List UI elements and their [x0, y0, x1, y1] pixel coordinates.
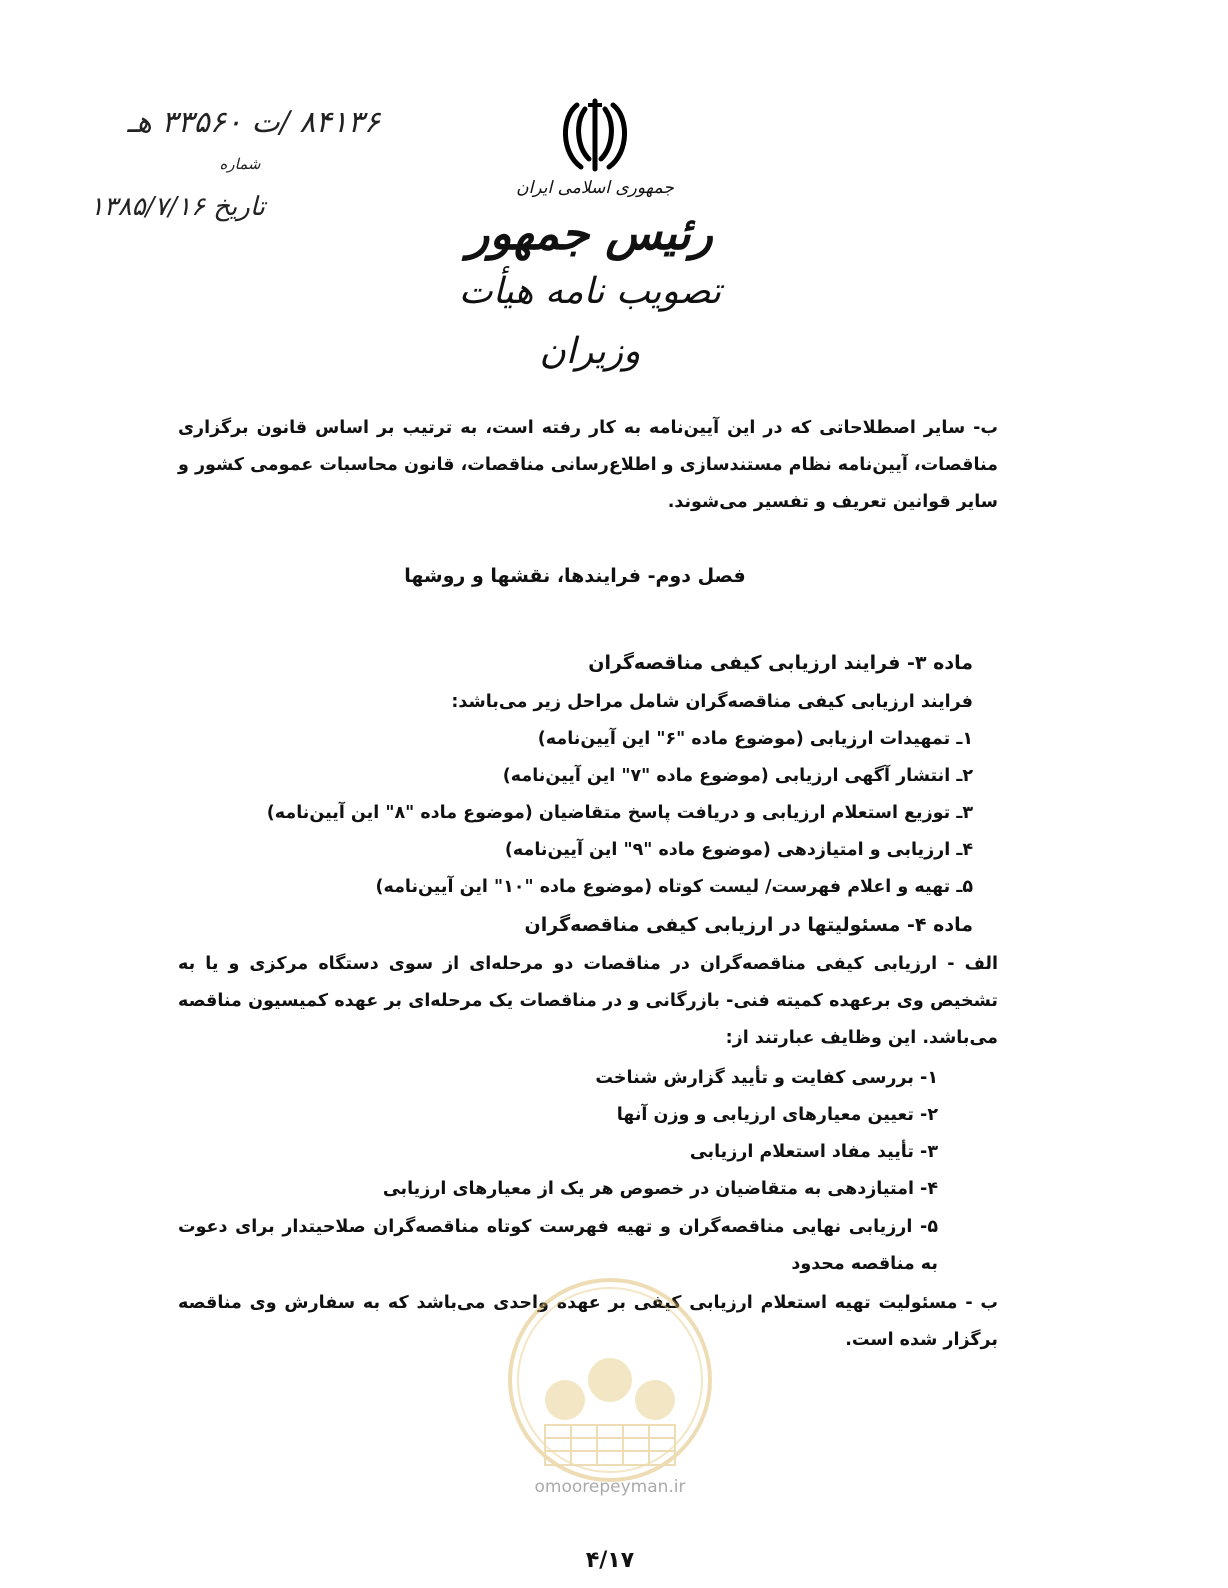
- office-title: رئیس جمهور: [467, 206, 713, 260]
- republic-label: جمهوری اسلامی ایران: [516, 178, 674, 198]
- article-4-item-5: ۵- ارزیابی نهایی مناقصه‌گران و تهیه فهرست کوتاه مناقصه‌گران صلاحیتدار برای دعوت به مناقصه محدود: [178, 1217, 938, 1274]
- iran-emblem-icon: [555, 95, 635, 175]
- watermark-logo-icon: [505, 1275, 715, 1485]
- article-4-item: ۴- امتیازدهی به متقاضیان در خصوص هر یک از معیارهای ارزیابی: [382, 1179, 938, 1199]
- article-4-paragraph-be: ب - مسئولیت تهیه استعلام ارزیابی کیفی بر عهده واحدی می‌باشد که به سفارش وی مناقصه برگزار شده است.: [178, 1293, 998, 1350]
- letter-number: ۸۴۱۳۶ /ت ۳۳۵۶۰ هـ: [127, 105, 380, 140]
- letter-date: تاریخ ۱۳۸۵/۷/۱۶: [89, 192, 265, 222]
- approval-title: تصویب نامه هیأت وزیران: [458, 271, 722, 372]
- article-3-item: ۲ـ انتشار آگهی ارزیابی (موضوع ماده "۷" این آیین‌نامه): [502, 766, 973, 786]
- article-4-item: ۳- تأیید مفاد استعلام ارزیابی: [689, 1142, 938, 1162]
- article-3-item: ۱ـ تمهیدات ارزیابی (موضوع ماده "۶" این آیین‌نامه): [537, 729, 973, 749]
- article-4-title: ماده ۴- مسئولیتها در ارزیابی کیفی مناقصه‌گران: [524, 914, 973, 936]
- article-4-item: ۲- تعیین معیارهای ارزیابی و وزن آنها: [616, 1105, 938, 1125]
- section-title: فصل دوم- فرایندها، نقشها و روشها: [404, 565, 746, 587]
- article-4-paragraph-alef: الف - ارزیابی کیفی مناقصه‌گران در مناقصات دو مرحله‌ای از سوی دستگاه مرکزی و یا به تشخیص وی برعهده کمیته فنی- بازرگانی و در مناقصات یک مرحله‌ای بر عهده کمیسیون مناقصه می‌باشد. این وظایف عبارتند از:: [178, 954, 998, 1048]
- article-3-item: ۴ـ ارزیابی و امتیازدهی (موضوع ماده "۹" این آیین‌نامه): [504, 840, 973, 860]
- article-3-item: ۵ـ تهیه و اعلام فهرست/ لیست کوتاه (موضوع ماده "۱۰" این آیین‌نامه): [375, 877, 973, 897]
- watermark-url: omoorepeyman.ir: [534, 1477, 686, 1497]
- letter-number-label: شماره: [219, 155, 261, 173]
- article-3-intro: فرایند ارزیابی کیفی مناقصه‌گران شامل مراحل زیر می‌باشد:: [451, 692, 973, 712]
- page-number: ۴/۱۷: [585, 1548, 635, 1573]
- article-3-item: ۳ـ توزیع استعلام ارزیابی و دریافت پاسخ متقاضیان (موضوع ماده "۸" این آیین‌نامه): [266, 803, 973, 823]
- article-4-item: ۱- بررسی کفایت و تأیید گزارش شناخت: [595, 1068, 938, 1088]
- article-3-title: ماده ۳- فرایند ارزیابی کیفی مناقصه‌گران: [588, 652, 973, 674]
- paragraph-b: ب- سایر اصطلاحاتی که در این آیین‌نامه به کار رفته است، به ترتیب بر اساس قانون برگزاری مناقصات، آیین‌نامه نظام مستندسازی و اطلاع‌رسانی مناقصات، قانون محاسبات عمومی کشور و سایر قوانین تعریف و تفسیر می‌شوند.: [177, 418, 998, 512]
